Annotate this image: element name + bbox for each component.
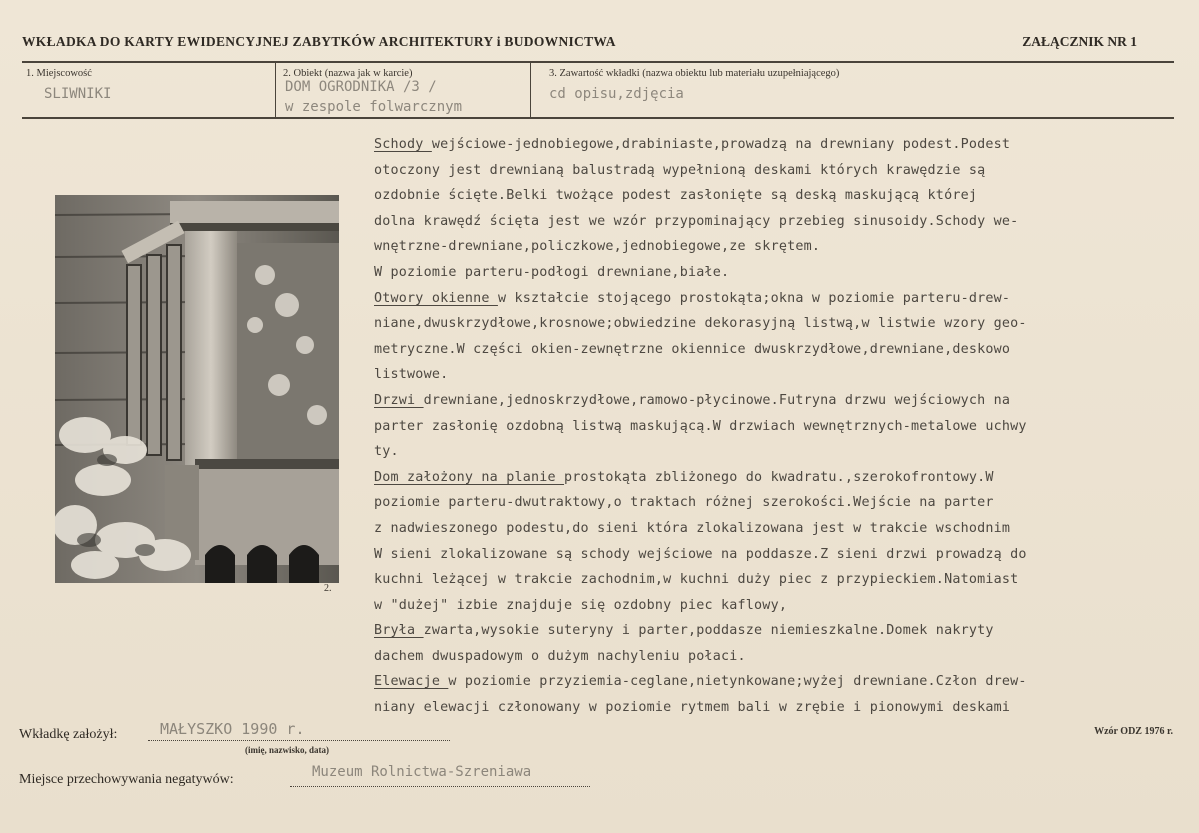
description-segment: ozdobnie ścięte.Belki twożące podest zasłonięte są deską maskującą której [374, 188, 978, 204]
description-line [374, 414, 1168, 440]
description-line [374, 183, 1168, 209]
description-line [374, 362, 1168, 388]
section-heading: Dom założony na planie [374, 469, 565, 485]
object-value-line-2: w zespole folwarcznym [285, 99, 463, 115]
description-line [374, 209, 1168, 235]
description-segment: wnętrzne-drewniane,policzkowe,jednobiegowe,ze skrętem. [374, 239, 821, 255]
description-segment: niane,dwuskrzydłowe,krosnowe;obwiedzine dekorasyjną listwą,w listwie wzory geo- [374, 316, 1027, 332]
header-rule-top [22, 61, 1174, 63]
building-photo [55, 195, 339, 583]
description-line [374, 516, 1168, 542]
description-line [374, 593, 1168, 619]
description-segment: drewniane,jednoskrzydłowe,ramowo-płycinowe.Futryna drzwu wejściowych na [423, 392, 1011, 408]
description-line [374, 337, 1168, 363]
section-heading: Elewacje [374, 674, 449, 690]
description-segment: niany elewacji członowany w poziomie rytmem bali w zrębie i pionowymi deskami [374, 700, 1011, 716]
description-segment: ty. [374, 444, 399, 460]
description-line [374, 388, 1168, 414]
description-segment: prostokąta zbliżonego do kwadratu.,szerokofrontowy.W [564, 469, 994, 485]
annex-number: ZAŁĄCZNIK NR 1 [1022, 34, 1137, 49]
description-line [374, 260, 1168, 286]
form-title: WKŁADKA DO KARTY EWIDENCYJNEJ ZABYTKÓW ARCHITEKTURY i BUDOWNICTWA [22, 34, 616, 49]
section-heading: Drzwi [374, 392, 424, 408]
description-line [374, 132, 1168, 158]
created-by-value: MAŁYSZKO 1990 r. [160, 720, 305, 738]
field-divider-1 [275, 63, 276, 117]
storage-value: Muzeum Rolnictwa-Szreniawa [312, 764, 532, 780]
description-segment: otoczony jest drewnianą balustradą wypełnioną deskami których krawędzie są [374, 162, 986, 178]
content-value: cd opisu,zdjęcia [549, 86, 684, 102]
description-segment: kuchni leżącej w trakcie zachodnim,w kuchni duży piec z przypieckiem.Natomiast [374, 572, 1019, 588]
description-segment: parter zasłonię ozdobną listwą maskującą.W drzwiach wewnętrznych-metalowe uchwy [374, 418, 1027, 434]
storage-line [290, 786, 590, 787]
description-line [374, 439, 1168, 465]
description-segment: wejściowe-jednobiegowe,drabiniaste,prowadzą na drewniany podest.Podest [431, 137, 1011, 152]
description-segment: metryczne.W części okien-zewnętrzne okiennice dwuskrzydłowe,drewniane,deskowo [374, 341, 1011, 357]
description-segment: listwowe. [374, 367, 449, 383]
locality-value: SLIWNIKI [44, 86, 112, 102]
photo-image [55, 195, 339, 583]
description-line [374, 669, 1168, 695]
description-segment: zwarta,wysokie suteryny i parter,poddasze niemieszkalne.Domek nakryty [423, 623, 994, 639]
storage-label: Miejsce przechowywania negatywów: [19, 772, 234, 787]
description-segment: z nadwieszonego podestu,do sieni która zlokalizowana jest w trakcie wschodnim [374, 520, 1011, 536]
created-by-line [148, 740, 450, 741]
description-segment: W sieni zlokalizowane są schody wejściowe na poddasze.Z sieni drzwi prowadzą do [374, 546, 1027, 562]
description-line [374, 465, 1168, 491]
description-segment: w kształcie stojącego prostokąta;okna w poziomie parteru-drew- [497, 290, 1011, 306]
description-line [374, 234, 1168, 260]
created-by-label: Wkładkę założył: [19, 727, 118, 742]
section-heading: Otwory okienne [374, 290, 498, 306]
photo-number: 2. [324, 583, 332, 594]
created-by-note: (imię, nazwisko, data) [245, 745, 329, 755]
description-line [374, 286, 1168, 312]
description-line [374, 567, 1168, 593]
description-segment: dolna krawędź ścięta jest we wzór przypominający przebieg sinusoidy.Schody we- [374, 213, 1019, 229]
header-rule-bottom [22, 117, 1174, 119]
locality-label: 1. Miejscowość [26, 68, 92, 79]
section-heading: Schody [374, 137, 432, 152]
description-line [374, 311, 1168, 337]
description-line [374, 695, 1168, 721]
form-code: Wzór ODZ 1976 r. [1094, 726, 1173, 737]
description-segment: w "dużej" izbie znajduje się ozdobny piec kaflowy, [374, 597, 788, 613]
description-line [374, 644, 1168, 670]
description-line [374, 618, 1168, 644]
description-segment: w poziomie przyziemia-ceglane,nietynkowane;wyżej drewniane.Człon drew- [448, 674, 1027, 690]
object-value-line-1: DOM OGRODNIKA /3 / [285, 79, 437, 95]
section-heading: Bryła [374, 623, 424, 639]
description-text [374, 132, 1168, 721]
description-line [374, 158, 1168, 184]
description-line [374, 542, 1168, 568]
description-segment: W poziomie parteru-podłogi drewniane,białe. [374, 264, 730, 280]
description-line [374, 490, 1168, 516]
description-segment: dachem dwuspadowym o dużym nachyleniu połaci. [374, 648, 746, 664]
object-label: 2. Obiekt (nazwa jak w karcie) [283, 68, 413, 79]
field-divider-2 [530, 63, 531, 117]
content-label: 3. Zawartość wkładki (nazwa obiektu lub materiału uzupełniającego) [549, 68, 840, 79]
description-segment: poziomie parteru-dwutraktowy,o traktach różnej szerokości.Wejście na parter [374, 495, 994, 511]
